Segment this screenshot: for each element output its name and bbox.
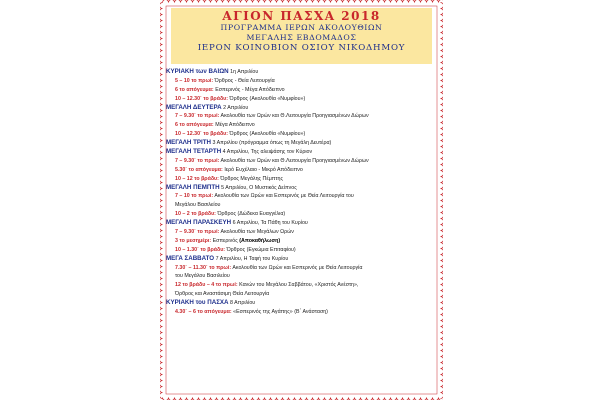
service-entry [166,175,438,184]
service-time: 10 – 12 το βράδυ: [175,175,219,182]
day-name: ΚΥΡΙΑΚΗ των ΒΑΪΩΝ [166,68,229,75]
day-name: ΚΥΡΙΑΚΗ του ΠΑΣΧΑ [166,299,229,307]
service-entry [166,130,438,139]
service-entry [166,210,438,219]
day-date: 2 Απριλίου [223,104,249,111]
day-heading [166,219,438,228]
service-description: του Μεγάλου Βασιλείου [175,273,230,280]
service-time: 7 – 9.30΄ το πρωί: [175,113,220,120]
service-time: 10 – 2 το βράδυ: [175,211,216,218]
header-line-programme: ΠΡΟΓΡΑΜΜΑ ΙΕΡΩΝ ΑΚΟΛΟΥΘΙΩΝ [220,23,383,32]
service-description: Ακολουθία των Ωρών και Θ.Λειτουργία Προηγιασμένων Δώρων [220,157,369,164]
service-note: (Αποκαθήλωση) [239,237,281,244]
service-time: 10 – 12.30΄ το βράδυ: [175,131,229,138]
service-schedule [166,68,438,317]
service-description: Όρθρος (Εγκώμια Επιταφίου) [226,246,296,253]
service-entry [166,112,438,121]
service-entry [166,228,438,237]
service-time: 5.30΄ το απόγευμα: [175,166,223,173]
day-heading [166,68,438,77]
service-description: Όρθρος και Αναστάσιμη Θεία Λειτουργία [175,291,270,298]
day-name: ΜΕΓΑΛΗ ΔΕΥΤΕΡΑ [166,103,222,111]
service-entry-continuation [166,201,438,210]
service-description: Εσπερινός [212,237,238,244]
service-description: Μεγάλου Βασιλείου [175,202,221,209]
service-description: Εσπερινός - Μέγα Απόδειπνο [215,86,285,93]
day-name: ΜΕΓΑΛΗ ΤΕΤΑΡΤΗ [166,148,222,156]
service-description: Μέγα Απόδειπνο [215,122,255,129]
header-line-holy-week: ΜΕΓΑΛΗΣ ΕΒΔΟΜΑΔΟΣ [246,33,357,42]
service-description: Ακολουθία των Ωρών και Εσπερινός με Θεία Λειτουργία του [214,193,354,200]
service-entry [166,281,438,290]
service-entry [166,77,438,86]
day-name: ΜΕΓΑΛΗ ΤΡΙΤΗ [166,139,211,147]
day-name: ΜΕΓΑ ΣΑΒΒΑΤΟ [166,254,215,262]
service-entry [166,237,438,246]
day-name: ΜΕΓΑΛΗ ΠΕΜΠΤΗ [166,183,220,191]
day-date: 7 Απριλίου, Η Ταφή του Κυρίου [215,255,289,262]
service-entry [166,86,438,95]
service-time: 7 – 10 το πρωί: [175,193,214,200]
day-date: 3 Απριλίου (πρόγραμμα όπως τη Μεγάλη Δευτέρα) [212,140,332,147]
service-time: 7 – 9.30΄ το πρωί: [175,229,220,236]
service-description: Όρθρος (Ακολουθία «Νυμφίου») [229,95,306,102]
service-time: 12 το βράδυ – 4 το πρωί: [175,282,238,289]
service-entry-continuation [166,272,438,281]
day-date: 5 Απριλίου, Ο Μυστικός Δείπνος [221,184,297,191]
service-time: 3 το μεσημέρι: [175,237,212,244]
service-description: Όρθρος (Ακολουθία «Νυμφίου») [229,131,306,138]
service-time: 10 – 12.30΄ το βράδυ: [175,95,229,102]
day-date: 1η Απριλίου [230,69,259,75]
service-time: 4.30΄ – 6 το απόγευμα: [175,309,232,316]
service-description: Ακολουθία των Μεγάλων Ωρών [220,229,294,236]
day-date: 6 Απριλίου, Τα Πάθη του Κυρίου [232,220,308,227]
service-description: «Εσπερινός της Αγάπης» (Β΄ Ανάσταση) [233,309,328,316]
service-description: Ακολουθία των Ωρών και Εσπερινός με Θεία Λειτουργία [232,264,363,271]
service-entry [166,308,438,317]
service-entry [166,166,438,175]
day-heading [166,299,438,308]
service-entry [166,192,438,201]
service-entry [166,246,438,255]
service-description: Ακολουθία των Ωρών και Θ.Λειτουργία Προηγιασμένων Δώρων [220,113,369,120]
service-description: Ιερό Ευχέλαιο - Μικρό Απόδειπνο [224,166,303,173]
header-line-monastery: ΙΕΡΟΝ ΚΟΙΝΟΒΙΟΝ ΟΣΙΟΥ ΝΙΚΟΔΗΜΟΥ [197,43,406,53]
service-time: 10 – 1.30΄ το βράδυ: [175,246,226,253]
day-heading [166,139,438,148]
service-time: 5 – 10 το πρωί: [175,77,214,84]
service-entry [166,95,438,104]
day-date: 8 Απριλίου [230,300,256,307]
service-time: 6 το απόγευμα: [175,86,214,93]
service-description: Όρθρος - Θεία Λειτουργία [214,77,275,84]
header-banner [171,8,432,64]
day-date: 4 Απριλίου, Της αλειψάσης τον Κύριον [222,149,313,156]
document-title: ΑΓΙΟΝ ΠΑΣΧΑ 2018 [222,9,381,23]
service-entry [166,121,438,130]
service-time: 7.30΄ – 11.30΄ το πρωί: [175,264,232,271]
day-name: ΜΕΓΑΛΗ ΠΑΡΑΣΚΕΥΗ [166,219,232,227]
service-time: 7 – 9.30΄ το πρωί: [175,157,220,164]
service-description: Κανών του Μεγάλου Σαββάτου, «Χριστός Ανέστη», [239,282,359,289]
day-heading [166,104,438,113]
day-heading [166,255,438,264]
service-description: Όρθρος Μεγάλης Πέμπτης [220,175,284,182]
day-heading [166,148,438,157]
service-entry [166,264,438,273]
service-description: Όρθρος (Δώδεκα Ευαγγέλια) [217,211,286,218]
service-entry [166,157,438,166]
day-heading [166,184,438,193]
service-entry-continuation [166,290,438,299]
service-time: 6 το απόγευμα: [175,122,214,129]
